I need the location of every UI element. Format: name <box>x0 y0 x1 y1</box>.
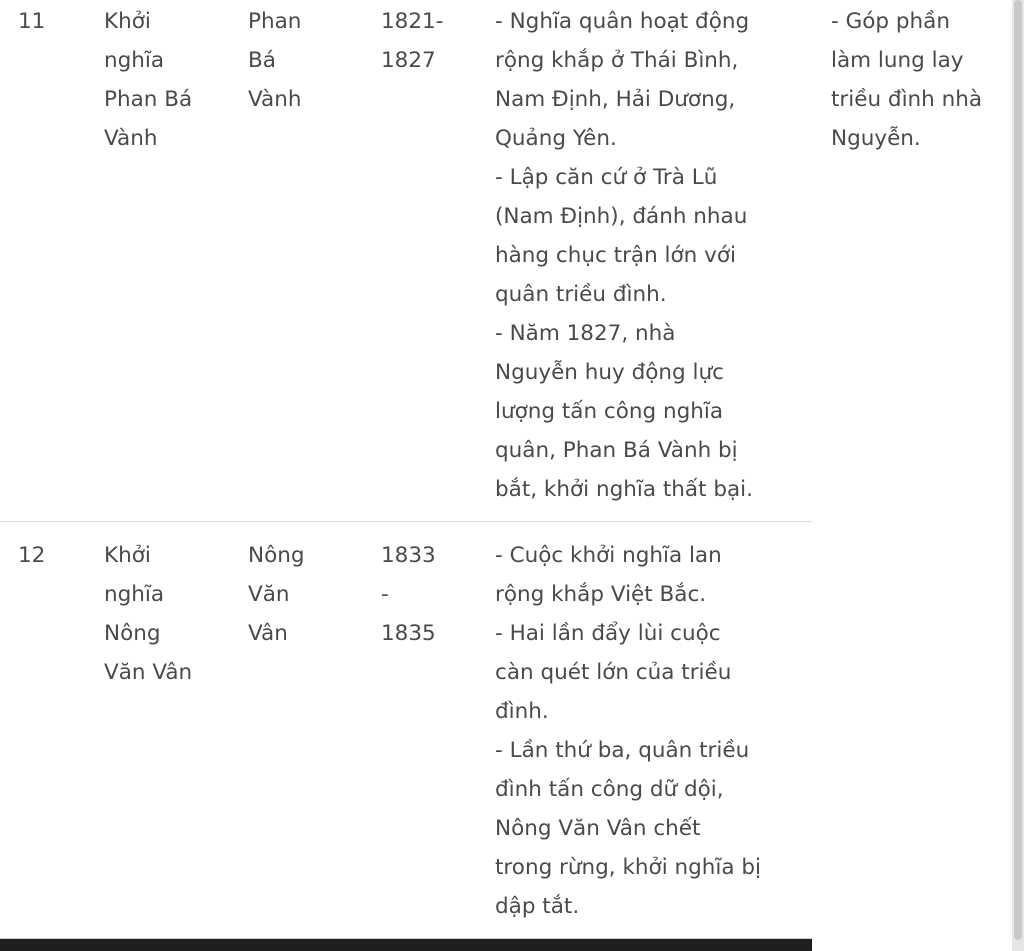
uprising-time: 1821- 1827 <box>381 9 444 73</box>
scrollbar-thumb[interactable] <box>1014 0 1022 940</box>
uprising-name: Khởi nghĩa Phan Bá Vành <box>104 9 193 151</box>
uprising-leader: Nông Văn Vân <box>248 543 305 646</box>
row-number: 12 <box>18 543 46 568</box>
uprising-leader: Phan Bá Vành <box>248 9 302 112</box>
uprising-meaning: - Góp phần làm lung lay triều đình nhà Nguyễn. <box>831 9 983 151</box>
row-divider <box>0 521 812 522</box>
uprising-name: Khởi nghĩa Nông Văn Vân <box>104 543 193 685</box>
row-number: 11 <box>18 9 46 34</box>
row-divider-bottom <box>0 938 812 951</box>
uprising-events: - Cuộc khởi nghĩa lan rộng khắp Việt Bắc. - Hai lần đẩy lùi cuộc càn quét lớn của triều đình. - Lần thứ ba, quân triều đình tấn công dữ dội, Nông Văn Vân chết trong rừng, khởi nghĩa bị dập tắt. <box>495 543 762 919</box>
uprising-events: - Nghĩa quân hoạt động rộng khắp ở Thái Bình, Nam Định, Hải Dương, Quảng Yên. - Lập căn cứ ở Trà Lũ (Nam Định), đánh nhau hàng chục trận lớn với quân triều đình. - Năm 1827, nhà Nguyễn huy động lực lượng tấn công nghĩa quân, Phan Bá Vành bị bắt, khởi nghĩa thất bại. <box>495 9 753 502</box>
vertical-scrollbar[interactable] <box>1012 0 1024 951</box>
uprising-time: 1833 - 1835 <box>381 543 436 646</box>
